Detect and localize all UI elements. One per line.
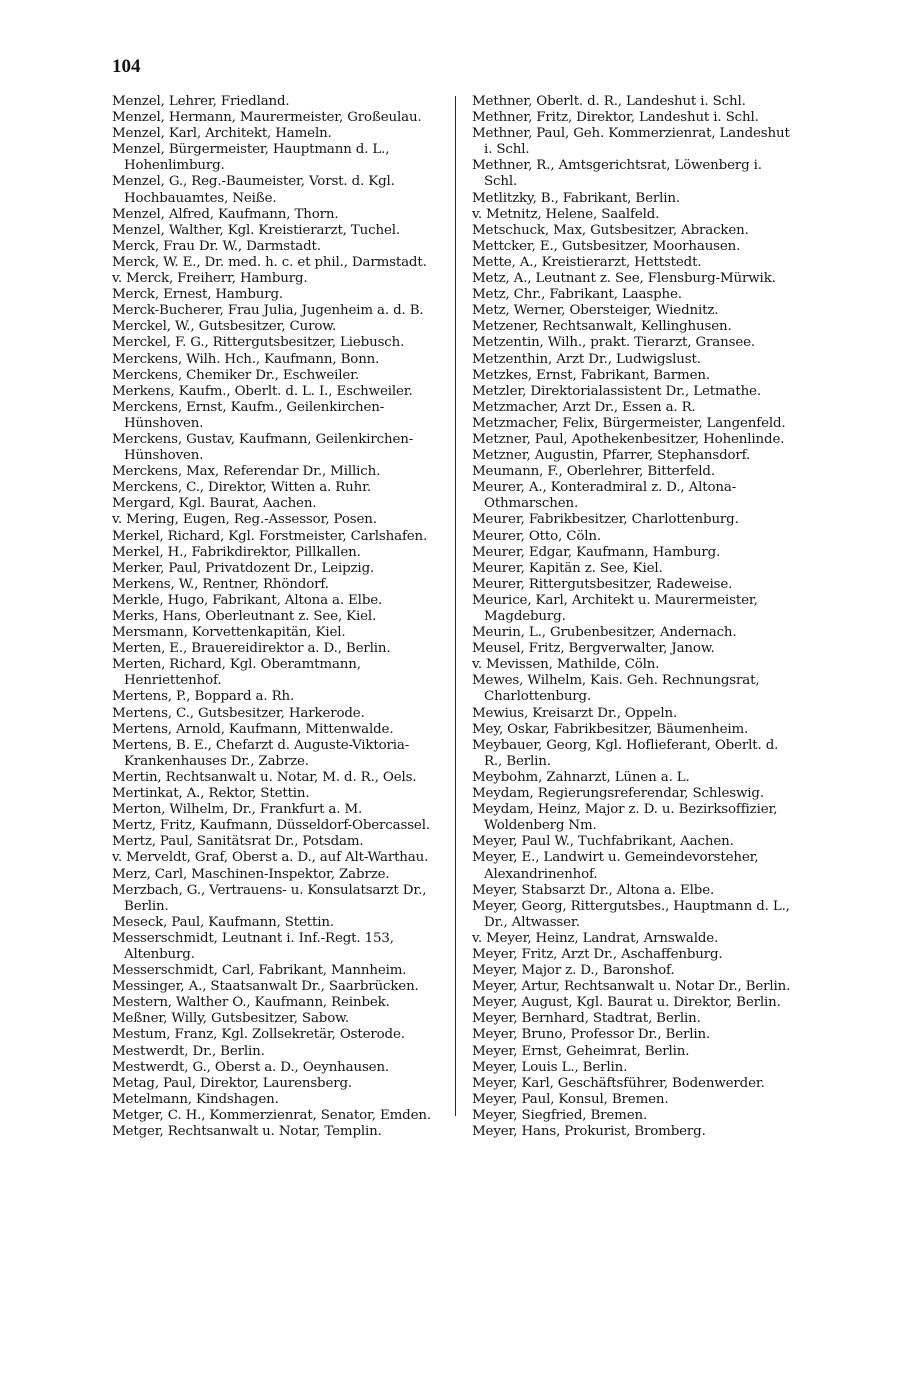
directory-entry: Merckens, Chemiker Dr., Eschweiler. — [112, 367, 360, 383]
right-column — [472, 94, 794, 1140]
directory-entry: Mertz, Paul, Sanitätsrat Dr., Potsdam. — [112, 834, 364, 850]
directory-entry: Meyer, Karl, Geschäftsführer, Bodenwerder. — [472, 1075, 765, 1091]
directory-entry: Merck, W. E., Dr. med. h. c. et phil., Darmstadt. — [112, 254, 427, 270]
directory-entry: Meyer, E., Landwirt u. Gemeindevorsteher, Alexandrinenhof. — [472, 850, 759, 882]
directory-entry: Meßner, Willy, Gutsbesitzer, Sabow. — [112, 1011, 349, 1027]
directory-entry: Mertz, Fritz, Kaufmann, Düsseldorf-Obercassel. — [112, 818, 430, 834]
directory-entry: Meyer, Ernst, Geheimrat, Berlin. — [472, 1043, 690, 1059]
directory-entry: Menzel, Hermann, Maurermeister, Großeulau. — [112, 110, 422, 126]
directory-entry: Methner, Fritz, Direktor, Landeshut i. Schl. — [472, 110, 759, 126]
directory-entry: Meurer, Fabrikbesitzer, Charlottenburg. — [472, 512, 739, 528]
directory-entry: Meybauer, Georg, Kgl. Hoflieferant, Oberlt. d. R., Berlin. — [472, 737, 779, 769]
directory-entry: Metzler, Direktorialassistent Dr., Letmathe. — [472, 383, 761, 399]
directory-entry: Mestwerdt, Dr., Berlin. — [112, 1043, 265, 1059]
directory-entry: Merckel, F. G., Rittergutsbesitzer, Liebusch. — [112, 335, 405, 351]
directory-entry: Metzenthin, Arzt Dr., Ludwigslust. — [472, 351, 701, 367]
directory-entry: Mewius, Kreisarzt Dr., Oppeln. — [472, 705, 678, 721]
directory-entry: Menzel, Karl, Architekt, Hameln. — [112, 126, 332, 142]
directory-entry: Metag, Paul, Direktor, Laurensberg. — [112, 1075, 353, 1091]
directory-entry: Meumann, F., Oberlehrer, Bitterfeld. — [472, 464, 715, 480]
directory-entry: Meurer, Edgar, Kaufmann, Hamburg. — [472, 544, 721, 560]
left-column — [112, 94, 434, 1140]
directory-entry: Mertens, P., Boppard a. Rh. — [112, 689, 295, 705]
directory-entry: Mertens, Arnold, Kaufmann, Mittenwalde. — [112, 721, 394, 737]
page-number: 104 — [112, 56, 141, 77]
directory-entry: Metzentin, Wilh., prakt. Tierarzt, Gransee. — [472, 335, 755, 351]
directory-entry: Merzbach, G., Vertrauens- u. Konsulatsarzt Dr., Berlin. — [112, 882, 427, 914]
directory-entry: Merck-Bucherer, Frau Julia, Jugenheim a. d. B. — [112, 303, 424, 319]
directory-entry: Mergard, Kgl. Baurat, Aachen. — [112, 496, 317, 512]
directory-entry: Mestern, Walther O., Kaufmann, Reinbek. — [112, 995, 390, 1011]
directory-entry: Meydam, Heinz, Major z. D. u. Bezirksoffizier, Woldenberg Nm. — [472, 802, 778, 834]
directory-entry: Merkle, Hugo, Fabrikant, Altona a. Elbe. — [112, 592, 383, 608]
directory-entry: v. Mevissen, Mathilde, Cöln. — [472, 657, 660, 673]
directory-entry: Merckens, C., Direktor, Witten a. Ruhr. — [112, 480, 372, 496]
directory-entry: Merck, Frau Dr. W., Darmstadt. — [112, 238, 321, 254]
directory-entry: Merten, E., Brauereidirektor a. D., Berlin. — [112, 641, 391, 657]
directory-entry: Merckens, Max, Referendar Dr., Millich. — [112, 464, 381, 480]
directory-entry: Menzel, Lehrer, Friedland. — [112, 94, 290, 109]
directory-entry: Meurer, Otto, Cöln. — [472, 528, 601, 544]
directory-entry: Meurer, Kapitän z. See, Kiel. — [472, 560, 663, 576]
directory-entry: v. Mering, Eugen, Reg.-Assessor, Posen. — [112, 512, 377, 528]
directory-entry: Metzener, Rechtsanwalt, Kellinghusen. — [472, 319, 732, 335]
column-divider — [455, 96, 456, 1116]
directory-entry: Mette, A., Kreistierarzt, Hettstedt. — [472, 254, 702, 270]
directory-entry: Merckens, Ernst, Kaufm., Geilenkirchen-Hünshoven. — [112, 399, 385, 431]
directory-entry: Mey, Oskar, Fabrikbesitzer, Bäumenheim. — [472, 721, 749, 737]
directory-entry: Messinger, A., Staatsanwalt Dr., Saarbrücken. — [112, 979, 419, 995]
directory-entry: Merck, Ernest, Hamburg. — [112, 287, 283, 303]
directory-entry: Metzner, Augustin, Pfarrer, Stephansdorf. — [472, 448, 751, 464]
directory-entry: Merkens, Kaufm., Oberlt. d. L. I., Eschweiler. — [112, 383, 413, 399]
directory-entry: Mestwerdt, G., Oberst a. D., Oeynhausen. — [112, 1059, 390, 1075]
directory-entry: Meusel, Fritz, Bergverwalter, Janow. — [472, 641, 715, 657]
directory-entry: Metlitzky, B., Fabrikant, Berlin. — [472, 190, 680, 206]
directory-entry: Mestum, Franz, Kgl. Zollsekretär, Osterode. — [112, 1027, 405, 1043]
directory-entry: Mettcker, E., Gutsbesitzer, Moorhausen. — [472, 238, 741, 254]
directory-entry: Merckens, Gustav, Kaufmann, Geilenkirchen-Hünshoven. — [112, 431, 414, 464]
directory-entry: Methner, Paul, Geh. Kommerzienrat, Landeshut i. Schl. — [472, 126, 790, 158]
directory-entry: Meyer, Siegfried, Bremen. — [472, 1107, 648, 1123]
directory-entry: Metzner, Paul, Apothekenbesitzer, Hohenlinde. — [472, 431, 785, 447]
directory-entry: Metger, C. H., Kommerzienrat, Senator, Emden. — [112, 1107, 431, 1123]
directory-entry: Merton, Wilhelm, Dr., Frankfurt a. M. — [112, 802, 363, 818]
directory-entry: Mertin, Rechtsanwalt u. Notar, M. d. R., Oels. — [112, 769, 417, 785]
directory-entry: v. Merck, Freiherr, Hamburg. — [112, 271, 308, 287]
directory-entry: Metschuck, Max, Gutsbesitzer, Abracken. — [472, 222, 749, 238]
directory-entry: Meybohm, Zahnarzt, Lünen a. L. — [472, 769, 690, 785]
directory-entry: Metzmacher, Felix, Bürgermeister, Langenfeld. — [472, 415, 786, 431]
directory-entry: Messerschmidt, Leutnant i. Inf.-Regt. 153, Altenburg. — [112, 930, 394, 962]
directory-entry: Menzel, Walther, Kgl. Kreistierarzt, Tuchel. — [112, 222, 400, 238]
directory-entry: Merckens, Wilh. Hch., Kaufmann, Bonn. — [112, 351, 380, 367]
directory-entry: Meyer, Hans, Prokurist, Bromberg. — [472, 1124, 706, 1139]
directory-entry: Methner, Oberlt. d. R., Landeshut i. Schl. — [472, 94, 746, 109]
directory-entry: Merz, Carl, Maschinen-Inspektor, Zabrze. — [112, 866, 390, 882]
directory-entry: Meyer, Stabsarzt Dr., Altona a. Elbe. — [472, 882, 715, 898]
directory-entry: Meyer, Bernhard, Stadtrat, Berlin. — [472, 1011, 701, 1027]
directory-entry: Meurer, Rittergutsbesitzer, Radeweise. — [472, 576, 733, 592]
directory-entry: Meyer, Bruno, Professor Dr., Berlin. — [472, 1027, 711, 1043]
directory-entry: Metz, A., Leutnant z. See, Flensburg-Mürwik. — [472, 271, 776, 287]
directory-entry: Merten, Richard, Kgl. Oberamtmann, Henriettenhof. — [112, 657, 361, 689]
directory-entry: Menzel, G., Reg.-Baumeister, Vorst. d. Kgl. Hochbauamtes, Neiße. — [112, 174, 395, 206]
directory-entry: Menzel, Bürgermeister, Hauptmann d. L., Hohenlimburg. — [112, 142, 390, 174]
directory-entry: Mewes, Wilhelm, Kais. Geh. Rechnungsrat, Charlottenburg. — [472, 673, 760, 705]
directory-entry: Meyer, Louis L., Berlin. — [472, 1059, 628, 1075]
directory-entry: Menzel, Alfred, Kaufmann, Thorn. — [112, 206, 339, 222]
directory-entry: Meyer, Paul W., Tuchfabrikant, Aachen. — [472, 834, 734, 850]
directory-entry: Metz, Werner, Obersteiger, Wiednitz. — [472, 303, 719, 319]
directory-entry: Meydam, Regierungsreferendar, Schleswig. — [472, 786, 764, 802]
directory-entry: Merkens, W., Rentner, Rhöndorf. — [112, 576, 329, 592]
directory-entry: Messerschmidt, Carl, Fabrikant, Mannheim. — [112, 963, 407, 979]
directory-entry: Meurice, Karl, Architekt u. Maurermeister, Magdeburg. — [472, 592, 758, 624]
directory-entry: Metger, Rechtsanwalt u. Notar, Templin. — [112, 1124, 382, 1139]
directory-entry: Meyer, Artur, Rechtsanwalt u. Notar Dr., Berlin. — [472, 979, 791, 995]
directory-entry: Mertens, B. E., Chefarzt d. Auguste-Viktoria-Krankenhauses Dr., Zabrze. — [112, 737, 410, 769]
directory-entry: Meyer, Fritz, Arzt Dr., Aschaffenburg. — [472, 946, 723, 962]
directory-entry: Metelmann, Kindshagen. — [112, 1091, 279, 1107]
directory-entry: Merkel, H., Fabrikdirektor, Pillkallen. — [112, 544, 361, 560]
directory-entry: v. Metnitz, Helene, Saalfeld. — [472, 206, 660, 222]
directory-entry: Meseck, Paul, Kaufmann, Stettin. — [112, 914, 334, 930]
directory-entry: Merkel, Richard, Kgl. Forstmeister, Carlshafen. — [112, 528, 428, 544]
directory-entry: Meurer, A., Konteradmiral z. D., Altona-Othmarschen. — [472, 480, 737, 512]
directory-entry: v. Meyer, Heinz, Landrat, Arnswalde. — [472, 930, 719, 946]
directory-entry: Meyer, Georg, Rittergutsbes., Hauptmann d. L., Dr., Altwasser. — [472, 898, 790, 930]
directory-entry: Methner, R., Amtsgerichtsrat, Löwenberg i. Schl. — [472, 158, 762, 190]
directory-entry: Metzmacher, Arzt Dr., Essen a. R. — [472, 399, 696, 415]
directory-entry: Metzkes, Ernst, Fabrikant, Barmen. — [472, 367, 710, 383]
directory-entry: Meyer, August, Kgl. Baurat u. Direktor, Berlin. — [472, 995, 781, 1011]
directory-entry: Mersmann, Korvettenkapitän, Kiel. — [112, 625, 346, 641]
directory-entry: Meurin, L., Grubenbesitzer, Andernach. — [472, 625, 737, 641]
directory-entry: Mertinkat, A., Rektor, Stettin. — [112, 786, 310, 802]
directory-entry: Meyer, Paul, Konsul, Bremen. — [472, 1091, 669, 1107]
directory-entry: Merks, Hans, Oberleutnant z. See, Kiel. — [112, 609, 377, 624]
directory-entry: Merker, Paul, Privatdozent Dr., Leipzig. — [112, 560, 375, 576]
directory-entry: Meyer, Major z. D., Baronshof. — [472, 963, 675, 979]
directory-entry: Metz, Chr., Fabrikant, Laasphe. — [472, 287, 682, 303]
directory-entry: Mertens, C., Gutsbesitzer, Harkerode. — [112, 705, 365, 721]
directory-entry: v. Merveldt, Graf, Oberst a. D., auf Alt-Warthau. — [112, 850, 429, 866]
directory-entry: Merckel, W., Gutsbesitzer, Curow. — [112, 319, 337, 335]
